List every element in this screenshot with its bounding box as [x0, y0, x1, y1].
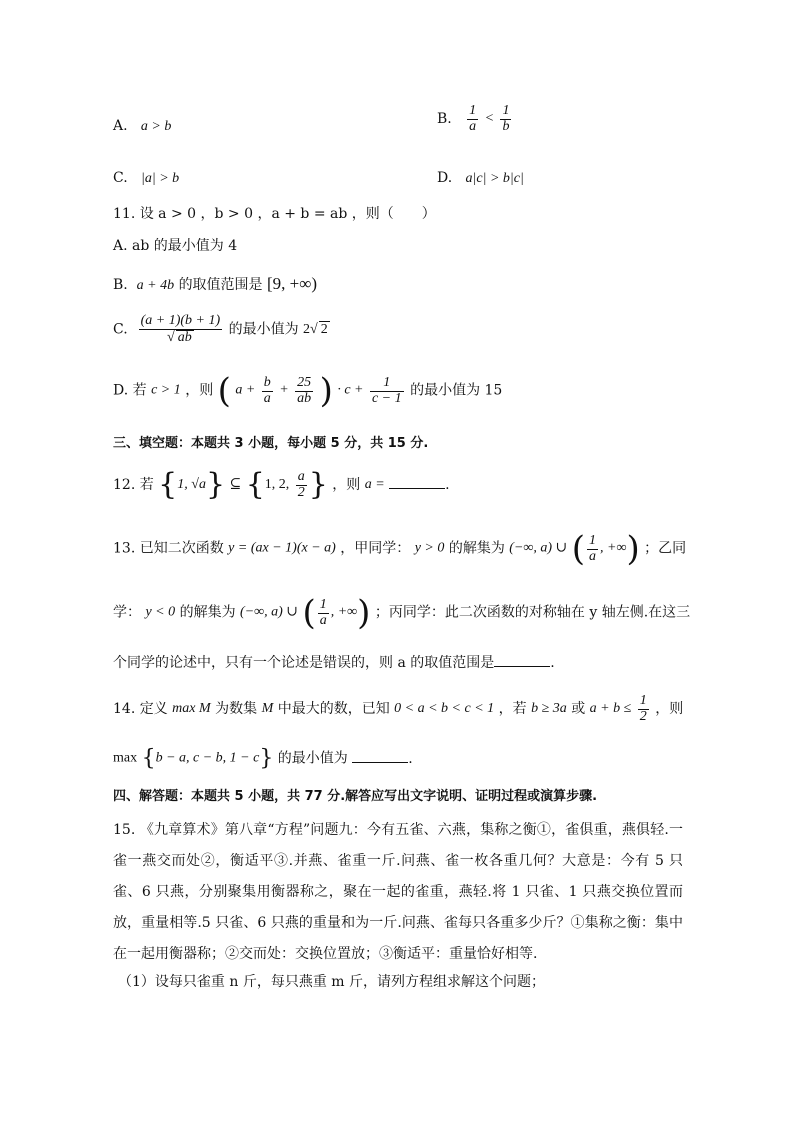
- q11-option-b: B. a + 4b 的取值范围是 [9, +∞): [113, 274, 318, 293]
- q11-c-fraction: $\frac{(a + 1)(b + 1)}{√ ab}$: [140, 313, 221, 345]
- q10-b-frac-1: $\frac{1}{a}$: [469, 103, 477, 134]
- q13-line-2: 学： y < 0 的解集为 (−∞, a) ∪ ( $\frac{1}{a}$ , +∞) ；丙同学：此二次函数的对称轴在 y 轴左侧.在这三: [113, 593, 691, 633]
- q15-sub-question-1: （1）设每只雀重 n 斤，每只燕重 m 斤，请列方程组求解这个问题；: [118, 974, 545, 990]
- q12: 12. 若 {1, √a} ⊆ {1, 2, $\frac{a}{2}$ } ，则 a = .: [113, 467, 450, 503]
- q11-stem: 11. 设 a > 0 ，b > 0 ，a + b = ab ，则（ ）: [113, 206, 436, 222]
- q14-line-2: max {b − a, c − b, 1 − c} 的最小值为 .: [113, 746, 413, 771]
- q11-d-frac-3: $\frac{1}{c - 1}$: [371, 374, 402, 406]
- q12-frac: $\frac{a}{2}$: [297, 469, 305, 500]
- q10-option-d: D. a|c| > b|c|: [437, 170, 524, 186]
- q11-d-frac-2: $\frac{25}{ab}$: [297, 374, 312, 406]
- q11-d-frac-1: $\frac{b}{a}$: [263, 374, 271, 406]
- q11-option-c: C. $\frac{(a + 1)(b + 1)}{√ ab}$ 的最小值为 2√ 2: [113, 313, 328, 345]
- section-4-heading: 四、解答题：本题共 5 小题，共 77 分.解答应写出文字说明、证明过程或演算步骤.: [113, 789, 598, 804]
- q14-answer-blank[interactable]: [352, 750, 408, 763]
- q13-line-3: 个同学的论述中，只有一个论述是错误的，则 a 的取值范围是 .: [113, 655, 555, 671]
- q14-line-1: 14. 定义 max M 为数集 M 中最大的数，已知 0 < a < b < c < 1 ，若 b ≥ 3a 或 a + b ≤ $\frac{1}{2}$ ，则: [113, 693, 684, 724]
- q10-option-a: A. a > b: [113, 118, 172, 134]
- q10-option-d-expr: a|c| > b|c|: [465, 171, 524, 186]
- q11-option-d: D. 若 c > 1 ，则 ( a + $\frac{b}{a}$ + $\frac{25}{ab}$ ) · c + $\frac{1}{c - 1}$ 的最小值为 15: [113, 371, 503, 411]
- q13-answer-blank[interactable]: [494, 654, 550, 667]
- q14-frac: $\frac{1}{2}$: [639, 693, 647, 724]
- q10-option-c-expr: |a| > b: [141, 171, 180, 186]
- q13-line-1: 13. 已知二次函数 y = (ax − 1)(x − a) ，甲同学： y > 0 的解集为 (−∞, a) ∪ ( $\frac{1}{a}$ , +∞) ；乙同: [113, 529, 687, 569]
- q10-option-a-expr: a > b: [140, 119, 172, 134]
- q10-option-b: B. $\frac{1}{a}$ < $\frac{1}{b}$: [437, 103, 510, 134]
- q12-answer-blank[interactable]: [389, 476, 445, 489]
- q15-paragraph: 15. 《九章算术》第八章“方程”问题九：今有五雀、六燕，集称之衡①，雀俱重，燕俱轻.一雀一燕交而处②，衡适平③.并燕、雀重一斤.问燕、雀一枚各重几何？大意是：今有 5 只雀、6 只燕，分别聚集用衡器称之，聚在一起的雀重，燕轻.将 1 只雀、1 只燕交换位置而放，重量相等.5 只雀、6 只燕的重量和为一斤.问燕、雀每只各重多少斤？①集称之衡：集中在一起用衡器称；②交而处：交换位置放；③衡适平：重量恰好相等.: [113, 822, 683, 962]
- section-3-heading: 三、填空题：本题共 3 小题，每小题 5 分，共 15 分.: [113, 436, 429, 451]
- q13-frac-1: $\frac{1}{a}$: [589, 532, 596, 564]
- q11-option-a: A. ab 的最小值为 4: [113, 238, 238, 254]
- q10-b-frac-2: $\frac{1}{b}$: [502, 103, 510, 134]
- q10-option-c: C. |a| > b: [113, 170, 180, 186]
- q13-frac-2: $\frac{1}{a}$: [319, 596, 327, 628]
